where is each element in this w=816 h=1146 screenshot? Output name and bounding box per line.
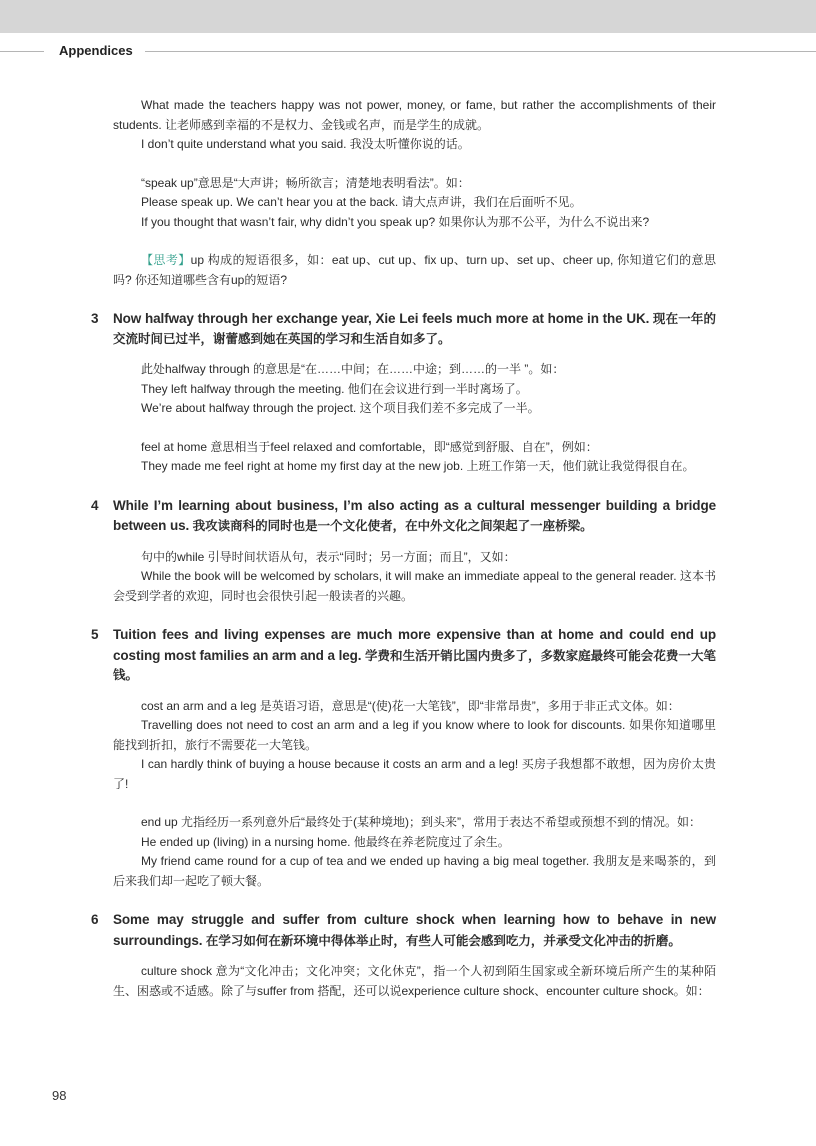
note-line: They left halfway through the meeting. 他们在会议进行到一半时离场了。 [141, 381, 528, 396]
intro-paragraph-3: “speak up”意思是“大声讲；畅所欲言；清楚地表明看法”。如： [141, 175, 470, 190]
item-sentence-cn: 在学习如何在新环境中得体举止时，有些人可能会感到吃力，并承受文化冲击的折磨。 [202, 933, 681, 948]
item-sentence-en: While I’m learning about business, I’m also acting as a cultural messenger building a bridge between us. [113, 497, 716, 533]
intro-paragraph-4: Please speak up. We can’t hear you at the back. 请大点声讲，我们在后面听不见。 [141, 195, 582, 209]
intro-paragraph-2: I don’t quite understand what you said. 我没太听懂你说的话。 [141, 137, 470, 151]
note-line: We’re about halfway through the project. 这个项目我们差不多完成了一半。 [141, 401, 540, 415]
note-line: 句中的while 引导时间状语从句，表示“同时；另一方面；而且”，又如： [141, 549, 516, 564]
header-title: Appendices [59, 43, 133, 58]
intro-paragraph-1: What made the teachers happy was not power, money, or fame, but rather the accomplishments of their students. 让老师感到幸福的不是权力、金钱或名声，而是学生的成就。 [113, 98, 716, 132]
note-line: Travelling does not need to cost an arm and a leg if you know where to look for discounts. 如果你知道哪里能找到折扣，旅行不需要花一大笔钱。 [113, 718, 716, 752]
item-sentence-cn: 我攻读商科的同时也是一个文化使者，在中外文化之间架起了一座桥梁。 [189, 519, 593, 533]
note-line: culture shock 意为“文化冲击；文化冲突；文化休克”，指一个人初到陌生国家或全新环境后所产生的某种陌生、困惑或不适感。除了与suffer from 搭配，还可以说experience culture shock、encounter culture shock。如： [113, 964, 716, 998]
item-number: 3 [91, 311, 99, 326]
header-rule-left [0, 51, 44, 52]
note-line: While the book will be welcomed by scholars, it will make an immediate appeal to the general reader. 这本书会受到学者的欢迎，同时也会很快引起一般读者的兴趣。 [113, 569, 716, 603]
think-tag: 【思考】 [141, 253, 191, 267]
intro-paragraph-5: If you thought that wasn’t fair, why didn’t you speak up? 如果你认为那不公平，为什么不说出来? [141, 214, 650, 229]
item-sentence-en: Tuition fees and living expenses are much more expensive than at home and could end up costing most families an arm and a leg. [113, 627, 716, 663]
think-text: up 构成的短语很多，如：eat up、cut up、fix up、turn up、set up、cheer up, 你知道它们的意思吗? 你还知道哪些含有up的短语? [113, 253, 716, 287]
item-number: 5 [91, 627, 99, 642]
explanation-item-4 [91, 496, 716, 537]
item-number: 6 [91, 912, 99, 927]
note-line: cost an arm and a leg 是英语习语，意思是“(使)花一大笔钱”，即“非常昂贵”，多用于非正式文体。如： [141, 698, 680, 713]
page-body [91, 96, 717, 1001]
top-gray-bar [0, 0, 816, 33]
item-number: 4 [91, 497, 99, 513]
note-line: He ended up (living) in a nursing home. 他最终在养老院度过了余生。 [141, 834, 510, 849]
item-sentence-cn: 学费和生活开销比国内贵多了，多数家庭最终可能会花费一大笔钱。 [113, 648, 717, 682]
explanation-item-5 [91, 625, 717, 686]
think-paragraph [113, 251, 716, 290]
note-line: My friend came round for a cup of tea and we ended up having a big meal together. 我朋友是来喝茶的，到后来我们却一起吃了顿大餐。 [113, 854, 716, 888]
item-sentence-en: Now halfway through her exchange year, Xie Lei feels much more at home in the UK. [113, 311, 650, 326]
note-line: They made me feel right at home my first day at the new job. 上班工作第一天，他们就让我觉得很自在。 [141, 459, 695, 473]
header-rule-right [145, 51, 816, 52]
running-header [0, 42, 816, 62]
note-line: I can hardly think of buying a house because it costs an arm and a leg! 买房子我想都不敢想，因为房价太贵了! [113, 757, 716, 791]
note-line: feel at home 意思相当于feel relaxed and comfortable，即“感觉到舒服、自在”，例如： [141, 439, 598, 454]
note-line: 此处halfway through 的意思是“在……中间；在……中途；到……的一半 ”。如： [141, 362, 565, 376]
page-number: 98 [52, 1088, 67, 1103]
explanation-item-6 [91, 910, 716, 951]
item-sentence-en: Some may struggle and suffer from culture shock when learning how to behave in new surroundings. [113, 912, 716, 948]
item-sentence-cn: 现在一年的交流时间已过半，谢蕾感到她在英国的学习和生活自如多了。 [113, 312, 716, 346]
explanation-item-3 [91, 309, 716, 349]
note-line: end up 尤指经历一系列意外后“最终处于(某种境地)；到头来”，常用于表达不希望或预想不到的情况。如： [141, 815, 702, 829]
